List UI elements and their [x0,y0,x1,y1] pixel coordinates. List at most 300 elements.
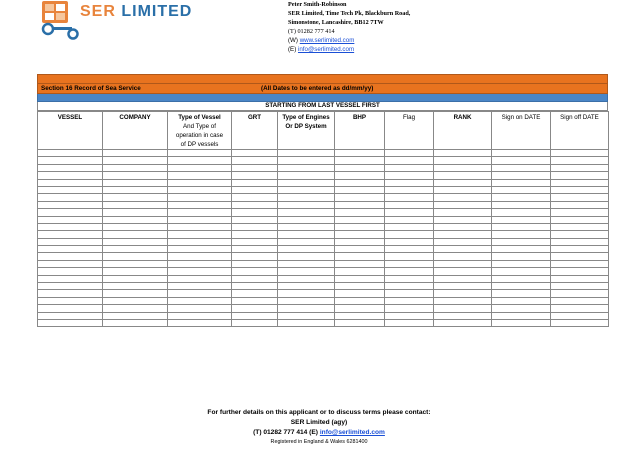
table-cell[interactable] [434,312,492,319]
col-sign-on: Sign on DATE [492,112,551,150]
table-cell[interactable] [492,179,551,186]
table-cell[interactable] [335,157,385,164]
table-cell[interactable] [232,223,278,230]
table-cell[interactable] [335,201,385,208]
col-flag: Flag [385,112,434,150]
table-cell[interactable] [168,238,232,245]
table-cell[interactable] [551,275,609,282]
footer-contact-note: For further details on this applicant or to discuss terms please contact: [207,409,431,416]
table-cell[interactable] [232,319,278,326]
col-company: COMPANY [103,112,168,150]
table-cell[interactable] [434,268,492,275]
table-cell[interactable] [551,201,609,208]
table-cell[interactable] [168,290,232,297]
table-cell[interactable] [168,253,232,260]
table-row [38,231,609,238]
table-cell[interactable] [103,201,168,208]
table-cell[interactable] [103,305,168,312]
table-cell[interactable] [385,268,434,275]
contact-email-link[interactable]: info@serlimited.com [297,46,355,53]
table-cell[interactable] [551,312,609,319]
table-cell[interactable] [434,305,492,312]
table-cell[interactable] [434,209,492,216]
table-cell[interactable] [335,290,385,297]
table-row [38,186,609,193]
table-cell[interactable] [551,305,609,312]
table-cell[interactable] [38,164,103,171]
footer-email-link[interactable]: info@serlimited.com [319,429,385,436]
table-cell[interactable] [232,260,278,267]
table-cell[interactable] [103,216,168,223]
table-row [38,268,609,275]
logo-mark-icon [40,0,80,40]
table-cell[interactable] [38,223,103,230]
table-cell[interactable] [551,172,609,179]
table-cell[interactable] [38,275,103,282]
table-cell[interactable] [385,150,434,157]
col-sign-off: Sign off DATE [551,112,609,150]
table-cell[interactable] [168,179,232,186]
section-title: Section 16 Record of Sea Service [41,85,141,92]
table-cell[interactable] [385,186,434,193]
table-cell[interactable] [38,157,103,164]
table-cell[interactable] [434,157,492,164]
table-cell[interactable] [385,172,434,179]
table-cell[interactable] [103,238,168,245]
table-cell[interactable] [38,201,103,208]
table-cell[interactable] [434,238,492,245]
table-cell[interactable] [551,150,609,157]
table-row [38,209,609,216]
table-row [38,238,609,245]
table-cell[interactable] [492,260,551,267]
table-cell[interactable] [278,305,335,312]
table-cell[interactable] [168,319,232,326]
contact-address-line1: SER Limited, Time Tech Pk, Blackburn Road, [288,10,411,17]
table-cell[interactable] [434,216,492,223]
table-cell[interactable] [434,231,492,238]
table-cell[interactable] [551,216,609,223]
table-row [38,201,609,208]
table-cell[interactable] [38,290,103,297]
table-cell[interactable] [335,275,385,282]
table-cell[interactable] [278,275,335,282]
table-cell[interactable] [335,246,385,253]
table-cell[interactable] [232,209,278,216]
table-cell[interactable] [335,260,385,267]
table-cell[interactable] [168,150,232,157]
table-cell[interactable] [232,253,278,260]
table-cell[interactable] [38,246,103,253]
table-cell[interactable] [335,223,385,230]
table-cell[interactable] [385,216,434,223]
table-row [38,157,609,164]
table-cell[interactable] [385,253,434,260]
table-cell[interactable] [335,172,385,179]
table-cell[interactable] [232,201,278,208]
table-cell[interactable] [385,260,434,267]
table-cell[interactable] [278,223,335,230]
table-cell[interactable] [335,150,385,157]
table-cell[interactable] [492,275,551,282]
table-cell[interactable] [232,246,278,253]
contact-web-prefix: (W) [288,37,298,44]
table-row [38,172,609,179]
table-cell[interactable] [38,216,103,223]
table-cell[interactable] [38,150,103,157]
col-type-of-vessel: Type of Vessel And Type of operation in case of DP vessels [168,112,232,150]
contact-block [288,0,410,54]
table-row [38,290,609,297]
sea-service-sheet [37,74,608,327]
contact-email-prefix: (E) [288,46,297,53]
table-cell[interactable] [38,297,103,304]
table-cell[interactable] [335,319,385,326]
table-cell[interactable] [103,253,168,260]
table-cell[interactable] [385,246,434,253]
table-cell[interactable] [492,290,551,297]
table-cell[interactable] [103,260,168,267]
table-cell[interactable] [385,238,434,245]
table-row [38,194,609,201]
table-row [38,164,609,171]
table-cell[interactable] [232,194,278,201]
table-cell[interactable] [168,186,232,193]
table-cell[interactable] [232,297,278,304]
table-cell[interactable] [385,209,434,216]
table-cell[interactable] [103,164,168,171]
table-cell[interactable] [492,238,551,245]
table-cell[interactable] [551,231,609,238]
table-cell[interactable] [232,305,278,312]
table-cell[interactable] [278,172,335,179]
table-cell[interactable] [434,297,492,304]
table-row [38,150,609,157]
table-cell[interactable] [232,179,278,186]
table-cell[interactable] [232,238,278,245]
table-cell[interactable] [335,312,385,319]
company-logo [40,0,200,40]
table-cell[interactable] [385,231,434,238]
table-cell[interactable] [335,231,385,238]
table-row [38,246,609,253]
table-cell[interactable] [103,223,168,230]
sea-service-table [37,111,609,327]
table-cell[interactable] [168,297,232,304]
table-cell[interactable] [434,179,492,186]
footer [0,408,638,446]
table-cell[interactable] [38,268,103,275]
table-cell[interactable] [232,172,278,179]
table-cell[interactable] [38,186,103,193]
table-cell[interactable] [38,260,103,267]
table-cell[interactable] [38,172,103,179]
table-cell[interactable] [103,290,168,297]
table-cell[interactable] [168,201,232,208]
table-row [38,253,609,260]
table-cell[interactable] [492,157,551,164]
table-cell[interactable] [232,150,278,157]
table-header-row [38,112,609,150]
table-cell[interactable] [278,164,335,171]
table-cell[interactable] [278,283,335,290]
logo-wordmark [80,3,192,21]
contact-phone: (T) 01282 777 414 [288,28,335,35]
table-cell[interactable] [434,290,492,297]
table-cell[interactable] [492,223,551,230]
table-cell[interactable] [103,275,168,282]
table-cell[interactable] [168,305,232,312]
table-cell[interactable] [434,260,492,267]
table-cell[interactable] [168,209,232,216]
table-cell[interactable] [103,231,168,238]
table-cell[interactable] [103,283,168,290]
table-cell[interactable] [168,246,232,253]
table-cell[interactable] [103,297,168,304]
table-cell[interactable] [38,305,103,312]
table-cell[interactable] [38,209,103,216]
table-cell[interactable] [38,179,103,186]
table-cell[interactable] [434,319,492,326]
table-cell[interactable] [278,157,335,164]
table-cell[interactable] [232,312,278,319]
table-cell[interactable] [232,283,278,290]
table-cell[interactable] [232,275,278,282]
table-cell[interactable] [335,238,385,245]
table-cell[interactable] [168,194,232,201]
table-cell[interactable] [168,223,232,230]
table-cell[interactable] [551,319,609,326]
table-cell[interactable] [551,209,609,216]
table-cell[interactable] [385,297,434,304]
table-cell[interactable] [232,290,278,297]
table-cell[interactable] [492,164,551,171]
table-cell[interactable] [551,297,609,304]
footer-registration: Registered in England & Wales 6281400 [270,439,368,445]
table-row [38,275,609,282]
contact-name: Peter Smith-Robinson [288,1,347,8]
table-cell[interactable] [551,238,609,245]
table-cell[interactable] [232,268,278,275]
table-cell[interactable] [492,268,551,275]
table-cell[interactable] [335,283,385,290]
table-cell[interactable] [232,186,278,193]
table-cell[interactable] [335,297,385,304]
table-cell[interactable] [492,194,551,201]
table-cell[interactable] [385,305,434,312]
col-vessel: VESSEL [38,112,103,150]
table-cell[interactable] [278,297,335,304]
table-cell[interactable] [492,246,551,253]
table-cell[interactable] [551,290,609,297]
table-cell[interactable] [278,290,335,297]
table-body [38,150,609,327]
col-rank: RANK [434,112,492,150]
table-cell[interactable] [168,283,232,290]
table-cell[interactable] [103,172,168,179]
table-cell[interactable] [492,319,551,326]
table-cell[interactable] [434,186,492,193]
logo-word-limited: LIMITED [121,3,193,20]
table-cell[interactable] [551,164,609,171]
table-cell[interactable] [551,186,609,193]
table-cell[interactable] [335,268,385,275]
table-row [38,319,609,326]
table-cell[interactable] [232,164,278,171]
table-cell[interactable] [168,275,232,282]
table-cell[interactable] [385,283,434,290]
table-row [38,179,609,186]
table-cell[interactable] [38,231,103,238]
table-cell[interactable] [168,312,232,319]
table-cell[interactable] [385,194,434,201]
table-cell[interactable] [103,150,168,157]
table-cell[interactable] [434,275,492,282]
table-cell[interactable] [278,319,335,326]
table-cell[interactable] [492,253,551,260]
table-cell[interactable] [38,319,103,326]
table-cell[interactable] [168,157,232,164]
table-cell[interactable] [232,231,278,238]
table-cell[interactable] [103,186,168,193]
table-cell[interactable] [103,157,168,164]
table-cell[interactable] [278,253,335,260]
footer-phone: (T) 01282 777 414 (E) [253,429,318,436]
table-row [38,260,609,267]
table-cell[interactable] [492,172,551,179]
table-cell[interactable] [551,223,609,230]
table-cell[interactable] [278,238,335,245]
table-cell[interactable] [38,194,103,201]
table-cell[interactable] [232,157,278,164]
table-cell[interactable] [103,179,168,186]
table-row [38,216,609,223]
table-cell[interactable] [278,312,335,319]
dates-note: (All Dates to be entered as dd/mm/yy) [261,85,374,92]
table-subtitle: STARTING FROM LAST VESSEL FIRST [37,102,608,111]
table-cell[interactable] [38,312,103,319]
footer-contact-line [0,428,638,438]
table-cell[interactable] [278,201,335,208]
table-cell[interactable] [168,268,232,275]
table-cell[interactable] [278,231,335,238]
table-cell[interactable] [278,194,335,201]
table-cell[interactable] [492,216,551,223]
table-cell[interactable] [385,275,434,282]
table-cell[interactable] [434,283,492,290]
table-cell[interactable] [434,172,492,179]
table-cell[interactable] [492,283,551,290]
table-cell[interactable] [434,150,492,157]
table-cell[interactable] [551,268,609,275]
table-cell[interactable] [335,209,385,216]
table-cell[interactable] [38,283,103,290]
table-cell[interactable] [103,312,168,319]
table-cell[interactable] [168,164,232,171]
table-cell[interactable] [278,179,335,186]
table-cell[interactable] [551,260,609,267]
table-cell[interactable] [232,216,278,223]
table-cell[interactable] [385,164,434,171]
footer-agency: SER Limited (agy) [290,419,348,426]
table-cell[interactable] [385,201,434,208]
table-cell[interactable] [492,312,551,319]
contact-web-link[interactable]: www.serlimited.com [299,37,355,44]
table-cell[interactable] [168,260,232,267]
table-cell[interactable] [492,297,551,304]
table-cell[interactable] [551,179,609,186]
table-cell[interactable] [492,201,551,208]
table-cell[interactable] [492,186,551,193]
table-cell[interactable] [385,312,434,319]
section-band [37,84,608,94]
col-grt: GRT [232,112,278,150]
table-row [38,305,609,312]
table-cell[interactable] [278,268,335,275]
table-cell[interactable] [434,201,492,208]
table-cell[interactable] [385,290,434,297]
table-cell[interactable] [385,319,434,326]
table-cell[interactable] [551,157,609,164]
table-cell[interactable] [434,164,492,171]
table-row [38,223,609,230]
table-row [38,283,609,290]
table-cell[interactable] [278,209,335,216]
table-cell[interactable] [335,305,385,312]
table-cell[interactable] [278,216,335,223]
table-cell[interactable] [335,216,385,223]
table-cell[interactable] [434,253,492,260]
table-cell[interactable] [385,223,434,230]
table-cell[interactable] [434,246,492,253]
table-cell[interactable] [278,186,335,193]
table-cell[interactable] [492,305,551,312]
table-cell[interactable] [38,238,103,245]
table-cell[interactable] [551,246,609,253]
table-cell[interactable] [335,186,385,193]
table-cell[interactable] [492,150,551,157]
table-cell[interactable] [103,209,168,216]
table-cell[interactable] [335,194,385,201]
table-cell[interactable] [168,216,232,223]
table-cell[interactable] [385,179,434,186]
table-cell[interactable] [335,179,385,186]
table-cell[interactable] [551,283,609,290]
table-cell[interactable] [168,231,232,238]
header-band [37,74,608,84]
table-cell[interactable] [492,209,551,216]
table-cell[interactable] [278,150,335,157]
table-cell[interactable] [335,164,385,171]
table-cell[interactable] [434,194,492,201]
table-cell[interactable] [551,194,609,201]
divider-band [37,94,608,102]
table-cell[interactable] [103,319,168,326]
table-cell[interactable] [335,253,385,260]
table-cell[interactable] [551,253,609,260]
table-cell[interactable] [385,157,434,164]
table-cell[interactable] [103,268,168,275]
table-cell[interactable] [38,253,103,260]
table-cell[interactable] [103,246,168,253]
table-cell[interactable] [492,231,551,238]
table-row [38,297,609,304]
table-cell[interactable] [278,246,335,253]
table-cell[interactable] [168,172,232,179]
table-cell[interactable] [278,260,335,267]
table-cell[interactable] [103,194,168,201]
table-cell[interactable] [434,223,492,230]
